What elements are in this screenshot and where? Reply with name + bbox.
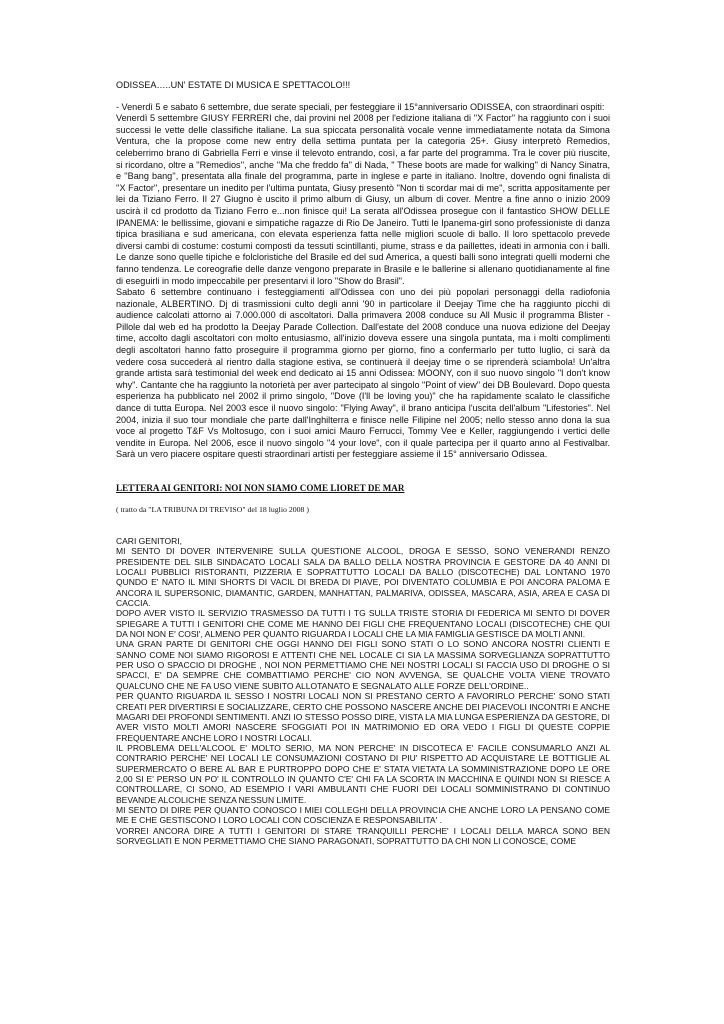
letter-paragraph: VORREI ANCORA DIRE A TUTTI I GENITORI DI STARE TRANQUILLI PERCHE' I LOCALI DELLA MARCA SONO BEN SORVEGLIATI E NON PERMETTIAMO CHE SIANO PARAGONATI, SOPRATTUTTO DA CHI NON LI CONOSCE, COME — [116, 825, 610, 846]
letter-paragraph: MI SENTO DI DIRE PER QUANTO CONOSCO I MIEI COLLEGHI DELLA PROVINCIA CHE ANCHE LORO LA PENSANO COME ME E CHE GESTISCONO I LORO LOCALI CON COSCIENZA E RESPONSABILITA' . — [116, 804, 610, 826]
intro-paragraph: Venerdì 5 settembre GIUSY FERRERI che, dai provini nel 2008 per l'edizione italiana di ''X Factor'' ha raggiunto con i suoi successi le vette delle classifiche italiane. La sua spiccata personalità vocale venne immediatamente notata da Simona Ventura, che la propose come new entry della settima puntata per la categoria 25+. Giusy interpretò Remedios, celeberrimo brano di Gabriella Ferri e vinse il televoto entrando, così, a far parte del programma. Tra le cover più riuscite, si ricordano, oltre a ''Remedios'', anche ''Ma che freddo fa'' di Nada, '' These boots are made for walking'' di Nancy Sinatra, e ''Bang bang'', presentata alla finale del programma, parte in inglese e parte in italiano. Inoltre, dovendo ogni finalista di ''X Factor'', presentare un inedito per l'ultima puntata, Giusy presentò ''Non ti scordar mai di me'', scritta appositamente per lei da Tiziano Ferro. Il 27 Giugno è uscito il primo album di Giusy, un album di cover. Mentre a fine anno o inizio 2009 uscirà il cd prodotto da Tiziano Ferro e...non finisce qui! La serata all'Odissea prosegue con il fantastico SHOW DELLE IPANEMA: le bellissime, giovani e simpatiche ragazze di Rio De Janeiro. Tutti le Ipanema-girl sono professioniste di danza tipica brasiliana e sud americana, con elevata esperienza fatta nelle migliori scuole di ballo. Il loro spettacolo prevede diversi cambi di costume: costumi composti da tessuti scintillanti, piume, strass e da paillettes, ideati in armonia con i balli. Le danze sono quelle tipiche e folcloristiche del Brasile ed del sud America, a questi balli sono integrati quelli moderni che fanno tendenza. Le coreografie delle danze vengono preparate in Brasile e le ballerine si allenano quotidianamente al fine di eseguirli in modo impeccabile per presentarvi il loro "Show do Brasil". — [116, 113, 610, 286]
event-announcement — [116, 102, 610, 461]
document-page — [116, 80, 610, 846]
page-title: ODISSEA…..UN' ESTATE DI MUSICA E SPETTACOLO!!! — [116, 80, 351, 90]
letter-paragraph: UNA GRAN PARTE DI GENITORI CHE OGGI HANNO DEI FIGLI SONO STATI O LO SONO ANCORA NOSTRI CLIENTI E SANNO COME NOI SIAMO RIGOROSI E ATTENTI CHE NEL LOCALE CI SIA LA MASSIMA SORVEGLIANZA SOPRATTUTTO PER USO O SPACCIO DI DROGHE , NOI NON PERMETTIAMO CHE NEI NOSTRI LOCALI SI FACCIA USO DI DROGHE O SI SPACCI, E' DA SEMPRE CHE COMBATTIAMO PERCHE' CIO NON AVVENGA, SE QUALCHE VOLTA VIENE TROVATO QUALCUNO CHE NE FA USO VIENE SUBITO ALLOTANATO E SEGNALATO ALLE FORZE DELL'ORDINE.. — [116, 639, 610, 691]
letter-paragraph: MI SENTO DI DOVER INTERVENIRE SULLA QUESTIONE ALCOOL, DROGA E SESSO, SONO VENERANDI RENZO PRESIDENTE DEL SILB SINDACATO LOCALI SALA DA BALLO DELLA NOSTRA PROVINCIA E GESTORE DA 40 ANNI DI LOCALI PUBBLICI RISTORANTI, PIZZERIA E SOPRATTUTTO LOCALI DA BALLO (DISCOTECHE) DAL LONTANO 1970 QUNDO E' NATO IL MINI SHORTS DI VACIL DI BREDA DI PIAVE, POI DIVENTATO COLUMBIA E POI ANCORA PALOMA E ANCORA IL SUPERSONIC, DIAMANTIC, GARDEN, MANHATTAN, PALMARIVA, ODISSEA, MASCARA, ASIA, AREA E CASA DI CACCIA. — [116, 546, 610, 609]
source-note: ( tratto da "LA TRIBUNA DI TREVISO" del 18 luglio 2008 ) — [116, 505, 309, 514]
intro-paragraph: - Venerdì 5 e sabato 6 settembre, due serate speciali, per festeggiare il 15°anniversario ODISSEA, con straordinari ospiti: — [116, 101, 605, 112]
letter-heading: LETTERA AI GENITORI: NOI NON SIAMO COME LIORET DE MAR — [116, 483, 405, 493]
letter-body — [116, 536, 610, 846]
intro-paragraph: Sabato 6 settembre continuano i festeggiamenti all'Odissea con uno dei più popolari personaggi della radiofonia nazionale, ALBERTINO. Dj di trasmissioni culto degli anni '90 in particolare il Deejay Time che ha raggiunto picchi di audience calcolati attorno ai 7.000.000 di ascoltatori. Dalla primavera 2008 conduce su All Music il programma Blister - Pillole dal web ed ha prodotto la Deejay Parade Collection. Dall'estate del 2008 conduce una nuova edizione del Deejay time, accolto dagli ascoltatori con molto entusiasmo, all'inizio doveva essere una singola puntata, ma i molti complimenti degli ascoltatori hanno fatto proseguire il programma giorno per giorno, fino a confermarlo per tutto luglio, ci sarà da vedere cosa succederà al rientro dalla stagione estiva, se continuerà il deejay time o se riprenderà sciambola! Un'altra grande artista sarà testimonial del week end dedicato ai 15 anni Odissea: MOONY, con il suo nuovo singolo "I don't know why". Cantante che ha raggiunto la notorietà per aver partecipato al singolo "Point of view" dei DB Boulevard. Dopo questa esperienza ha pubblicato nel 2002 il primo singolo, "Dove (I'll be loving you)" che ha rapidamente scalato le classifiche dance di tutta Europa. Nel 2003 esce il nuovo singolo: "Flying Away", il brano anticipa l'uscita dell'album "Lifestories". Nel 2004, inizia il suo tour mondiale che parte dall'Inghilterra e finisce nelle Filipine nel 2005; nello stesso anno dona la sua voce al progetto T&F Vs Moltosugo, con i suoi amici Mauro Ferrucci, Tommy Vee e Keller, raggiungendo i vertici delle vendite in Europa. Nel 2006, esce il nuovo singolo "4 your love", con il quale partecipa per il quarto anno al Festivalbar. Sarà un vero piacere ospitare questi straordinari artisti per festeggiare assieme il 15° anniversario Odissea. — [116, 287, 610, 460]
letter-paragraph: DOPO AVER VISTO IL SERVIZIO TRASMESSO DA TUTTI I TG SULLA TRISTE STORIA DI FEDERICA MI SENTO DI DOVER SPIEGARE A TUTTI I GENITORI CHE COME ME HANNO DEI FIGLI CHE FREQUENTANO LOCALI (DISCOTECHE) CHE QUI DA NOI NON E' COSI', ALMENO PER QUANTO RIGUARDA I LOCALI CHE LA MIA FAMIGLIA GESTISCE DA MOLTI ANNI. — [116, 608, 610, 640]
letter-paragraph: PER QUANTO RIGUARDA IL SESSO I NOSTRI LOCALI NON SI PRESTANO CERTO A FAVORIRLO PERCHE' SONO STATI CREATI PER DIVERTIRSI E SOCIALIZZARE, CERTO CHE POSSONO NASCERE ANCHE DEI PIACEVOLI INCONTRI E ANCHE MAGARI DEI PROFONDI SENTIMENTI. ANZI IO STESSO POSSO DIRE, VISTA LA MIA LUNGA ESPERIENZA DA GESTORE, DI AVER VISTO MOLTI AMORI NASCERE SFOGGIATI POI IN MATRIMONIO ED ORA VEDO I FIGLI DI QUESTE COPPIE FREQUENTARE ANCHE LORO I NOSTRI LOCALI. — [116, 691, 610, 743]
letter-paragraph: CARI GENITORI, — [116, 536, 182, 546]
letter-paragraph: IL PROBLEMA DELL'ALCOOL E' MOLTO SERIO, MA NON PERCHE' IN DISCOTECA E' FACILE CONSUMARLO ANZI AL CONTRARIO PERCHE' NEI LOCALI LE CONSUMAZIONI COSTANO DI PIU' RISPETTO AD ACQUISTARE LE BOTTIGLIE AL SUPERMERCATO O BERE AL BAR E PURTROPPO DOPO CHE E' STATA VIETATA LA SOMMINISTRAZIONE DOPO LE ORE 2,00 SI E' PERSO UN PO' IL CONTROLLO IN QUANTO C'E' CHI FA LA SCORTA IN MACCHINA E QUINDI NON SI RIESCE A CONTROLLARE, CI SONO, AD ESEMPIO I VARI AMBULANTI CHE FUORI DEI LOCALI SOMMINISTRANO DI CONTINUO BEVANDE ALCOLICHE SENZA NESSUN LIMITE. — [116, 742, 610, 805]
